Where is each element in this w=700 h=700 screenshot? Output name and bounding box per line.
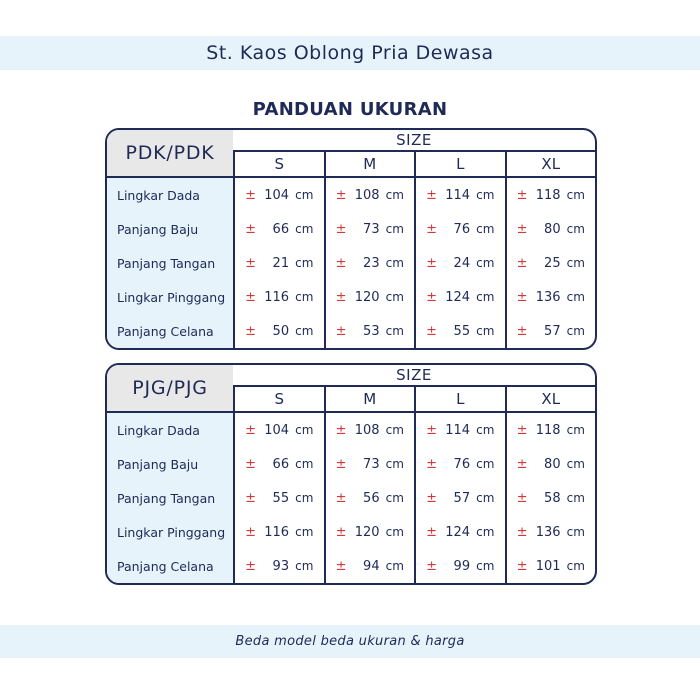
row-label: Panjang Tangan [117, 490, 216, 506]
measurement-cell [505, 314, 596, 348]
measurement-cell [505, 246, 596, 280]
page-title: St. Kaos Oblong Pria Dewasa [206, 42, 494, 64]
measurement-cell [414, 314, 505, 348]
table-type-label: PJG/PJG [107, 365, 233, 413]
measurement-value: 118 [535, 422, 561, 438]
unit-label: cm [566, 188, 585, 202]
measurement-value: 66 [272, 456, 290, 472]
row-label: Panjang Celana [117, 323, 214, 339]
plus-minus-symbol: ± [335, 187, 347, 203]
measurement-value: 116 [264, 289, 290, 305]
unit-label: cm [476, 525, 495, 539]
plus-minus-symbol: ± [245, 422, 256, 438]
measurement-cell [414, 413, 505, 447]
measurement-cell [233, 280, 324, 314]
measurement-value: 94 [363, 558, 380, 574]
measurement-value: 108 [354, 422, 380, 438]
plus-minus-symbol: ± [245, 255, 256, 271]
unit-label: cm [476, 222, 495, 236]
unit-label: cm [476, 256, 495, 270]
measurement-value: 124 [445, 289, 471, 305]
unit-label: cm [566, 256, 585, 270]
plus-minus-symbol: ± [426, 456, 437, 472]
table-rows [107, 178, 595, 348]
size-header-l: L [414, 152, 505, 176]
unit-label: cm [295, 525, 314, 539]
plus-minus-symbol: ± [245, 323, 256, 339]
measurement-cell [505, 549, 596, 583]
unit-label: cm [295, 457, 314, 471]
plus-minus-symbol: ± [335, 524, 347, 540]
measurement-cell [324, 246, 415, 280]
unit-label: cm [385, 525, 404, 539]
size-header-m: M [324, 152, 415, 176]
measurement-value: 55 [453, 323, 471, 339]
measurement-cell [324, 413, 415, 447]
unit-label: cm [295, 491, 314, 505]
plus-minus-symbol: ± [516, 221, 528, 237]
measurement-cell [233, 549, 324, 583]
size-header: SIZE [233, 130, 595, 152]
footer-note: Beda model beda ukuran & harga [235, 634, 465, 649]
size-header-xl: XL [505, 387, 596, 411]
table-row [107, 212, 595, 246]
unit-label: cm [476, 559, 495, 573]
measurement-value: 57 [453, 490, 471, 506]
unit-label: cm [566, 559, 585, 573]
measurement-value: 55 [272, 490, 290, 506]
measurement-value: 114 [445, 422, 471, 438]
measurement-cell [324, 481, 415, 515]
plus-minus-symbol: ± [426, 221, 437, 237]
table-row [107, 246, 595, 280]
measurement-cell [414, 178, 505, 212]
size-column-headers [233, 387, 595, 413]
plus-minus-symbol: ± [426, 524, 437, 540]
measurement-value: 57 [544, 323, 561, 339]
plus-minus-symbol: ± [335, 221, 347, 237]
measurement-cell [324, 280, 415, 314]
row-label: Lingkar Pinggang [117, 289, 226, 305]
measurement-cell [505, 515, 596, 549]
plus-minus-symbol: ± [516, 456, 528, 472]
measurement-cell [505, 413, 596, 447]
plus-minus-symbol: ± [335, 456, 347, 472]
measurement-cell [414, 549, 505, 583]
table-row [107, 515, 595, 549]
measurement-value: 80 [544, 456, 561, 472]
unit-label: cm [566, 525, 585, 539]
plus-minus-symbol: ± [245, 289, 256, 305]
size-header-m: M [324, 387, 415, 411]
measurement-value: 99 [453, 558, 471, 574]
table-row [107, 178, 595, 212]
size-header-l: L [414, 387, 505, 411]
size-header: SIZE [233, 365, 595, 387]
row-label: Panjang Celana [117, 558, 214, 574]
measurement-cell [233, 314, 324, 348]
unit-label: cm [476, 457, 495, 471]
measurement-cell [324, 447, 415, 481]
plus-minus-symbol: ± [426, 558, 437, 574]
table-row [107, 314, 595, 348]
measurement-cell [414, 447, 505, 481]
unit-label: cm [566, 457, 585, 471]
measurement-cell [505, 447, 596, 481]
plus-minus-symbol: ± [335, 490, 347, 506]
measurement-value: 80 [544, 221, 561, 237]
measurement-value: 136 [535, 289, 561, 305]
plus-minus-symbol: ± [335, 323, 347, 339]
measurement-value: 53 [363, 323, 380, 339]
plus-minus-symbol: ± [335, 255, 347, 271]
measurement-value: 104 [264, 187, 290, 203]
table-type-label: PDK/PDK [107, 130, 233, 178]
measurement-cell [233, 212, 324, 246]
plus-minus-symbol: ± [426, 255, 437, 271]
table-row [107, 413, 595, 447]
unit-label: cm [566, 423, 585, 437]
size-header-s: S [233, 152, 324, 176]
measurement-value: 56 [363, 490, 380, 506]
table-row [107, 280, 595, 314]
plus-minus-symbol: ± [245, 490, 256, 506]
unit-label: cm [566, 324, 585, 338]
row-label: Panjang Baju [117, 456, 199, 472]
measurement-cell [233, 178, 324, 212]
measurement-value: 58 [544, 490, 561, 506]
measurement-value: 116 [264, 524, 290, 540]
unit-label: cm [295, 256, 314, 270]
unit-label: cm [295, 423, 314, 437]
row-label: Lingkar Pinggang [117, 524, 226, 540]
unit-label: cm [476, 324, 495, 338]
measurement-value: 76 [453, 456, 471, 472]
unit-label: cm [295, 222, 314, 236]
table-rows [107, 413, 595, 583]
measurement-value: 50 [272, 323, 290, 339]
measurement-cell [324, 549, 415, 583]
measurement-value: 114 [445, 187, 471, 203]
plus-minus-symbol: ± [426, 323, 437, 339]
measurement-value: 66 [272, 221, 290, 237]
size-guide-heading: PANDUAN UKURAN [252, 99, 448, 120]
measurement-cell [414, 481, 505, 515]
unit-label: cm [385, 491, 404, 505]
measurement-cell [233, 246, 324, 280]
measurement-value: 73 [363, 221, 380, 237]
size-header-xl: XL [505, 152, 596, 176]
unit-label: cm [385, 256, 404, 270]
plus-minus-symbol: ± [516, 558, 528, 574]
plus-minus-symbol: ± [516, 323, 528, 339]
plus-minus-symbol: ± [426, 289, 437, 305]
unit-label: cm [385, 188, 404, 202]
unit-label: cm [295, 188, 314, 202]
unit-label: cm [385, 290, 404, 304]
plus-minus-symbol: ± [516, 524, 528, 540]
size-column-headers [233, 152, 595, 178]
unit-label: cm [295, 324, 314, 338]
measurement-value: 73 [363, 456, 380, 472]
plus-minus-symbol: ± [335, 422, 347, 438]
unit-label: cm [295, 559, 314, 573]
measurement-value: 124 [445, 524, 471, 540]
plus-minus-symbol: ± [426, 490, 437, 506]
unit-label: cm [476, 491, 495, 505]
measurement-cell [324, 314, 415, 348]
measurement-cell [414, 280, 505, 314]
row-label: Panjang Tangan [117, 255, 216, 271]
measurement-cell [233, 481, 324, 515]
table-row [107, 549, 595, 583]
plus-minus-symbol: ± [516, 422, 528, 438]
measurement-value: 136 [535, 524, 561, 540]
measurement-cell [505, 481, 596, 515]
measurement-cell [505, 212, 596, 246]
plus-minus-symbol: ± [426, 187, 437, 203]
plus-minus-symbol: ± [426, 422, 437, 438]
measurement-value: 101 [535, 558, 561, 574]
measurement-cell [324, 178, 415, 212]
row-label: Lingkar Dada [117, 187, 200, 203]
measurement-value: 23 [363, 255, 380, 271]
measurement-cell [233, 413, 324, 447]
unit-label: cm [476, 188, 495, 202]
measurement-cell [324, 212, 415, 246]
table-row [107, 447, 595, 481]
plus-minus-symbol: ± [516, 490, 528, 506]
measurement-value: 104 [264, 422, 290, 438]
plus-minus-symbol: ± [335, 558, 347, 574]
measurement-value: 108 [354, 187, 380, 203]
measurement-value: 118 [535, 187, 561, 203]
measurement-value: 120 [354, 524, 380, 540]
unit-label: cm [566, 491, 585, 505]
measurement-cell [233, 515, 324, 549]
unit-label: cm [476, 290, 495, 304]
measurement-cell [414, 246, 505, 280]
unit-label: cm [566, 290, 585, 304]
plus-minus-symbol: ± [245, 456, 256, 472]
plus-minus-symbol: ± [245, 187, 256, 203]
plus-minus-symbol: ± [245, 221, 256, 237]
size-table-short [105, 128, 597, 350]
table-row [107, 481, 595, 515]
size-table-long [105, 363, 597, 585]
measurement-value: 93 [272, 558, 290, 574]
unit-label: cm [385, 559, 404, 573]
plus-minus-symbol: ± [516, 255, 528, 271]
measurement-cell [324, 515, 415, 549]
measurement-cell [414, 212, 505, 246]
unit-label: cm [385, 222, 404, 236]
unit-label: cm [385, 423, 404, 437]
plus-minus-symbol: ± [245, 558, 256, 574]
unit-label: cm [476, 423, 495, 437]
measurement-value: 76 [453, 221, 471, 237]
measurement-cell [505, 178, 596, 212]
row-label: Lingkar Dada [117, 422, 200, 438]
footer-banner [0, 625, 700, 658]
measurement-value: 24 [453, 255, 471, 271]
unit-label: cm [385, 324, 404, 338]
measurement-cell [505, 280, 596, 314]
row-label: Panjang Baju [117, 221, 199, 237]
measurement-value: 21 [272, 255, 290, 271]
unit-label: cm [566, 222, 585, 236]
measurement-cell [414, 515, 505, 549]
plus-minus-symbol: ± [516, 289, 528, 305]
measurement-value: 25 [544, 255, 561, 271]
plus-minus-symbol: ± [245, 524, 256, 540]
title-banner [0, 36, 700, 70]
plus-minus-symbol: ± [335, 289, 347, 305]
plus-minus-symbol: ± [516, 187, 528, 203]
size-header-s: S [233, 387, 324, 411]
unit-label: cm [295, 290, 314, 304]
measurement-cell [233, 447, 324, 481]
measurement-value: 120 [354, 289, 380, 305]
unit-label: cm [385, 457, 404, 471]
